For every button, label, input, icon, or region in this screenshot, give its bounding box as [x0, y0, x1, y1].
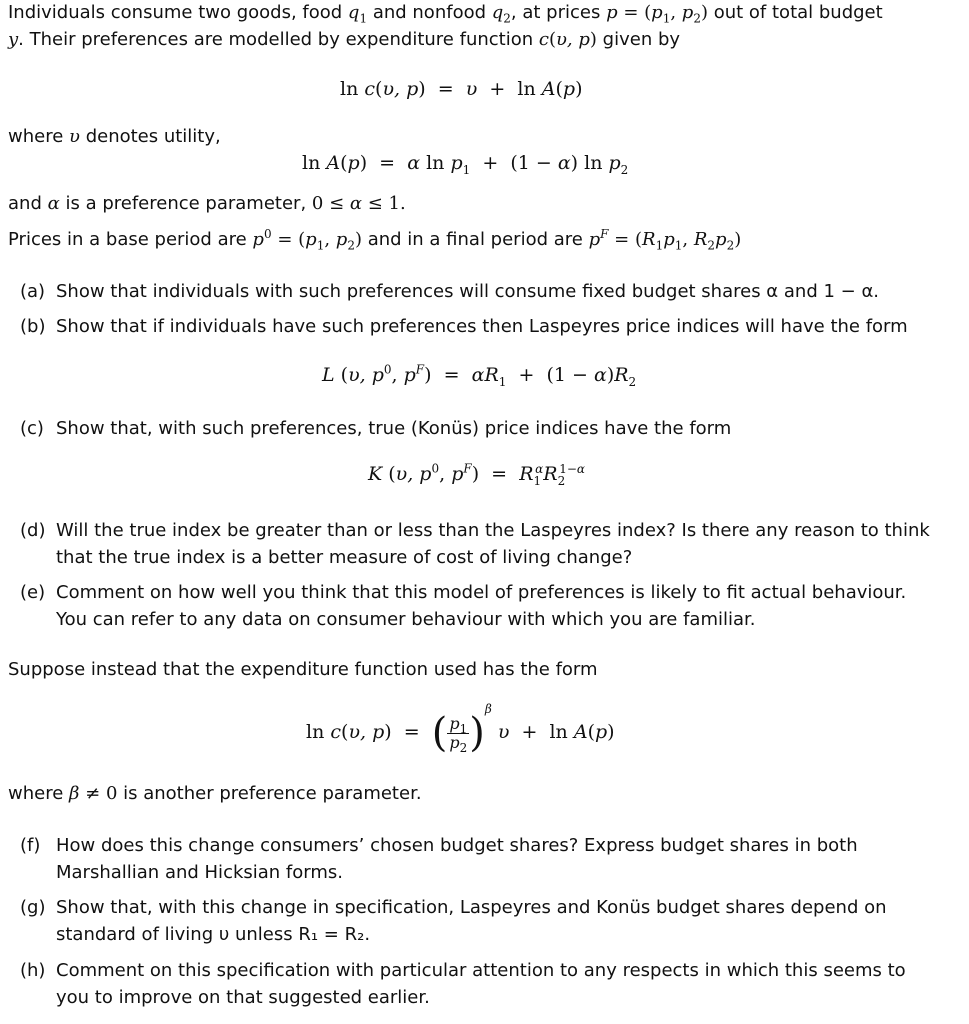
question-e: (e) Comment on how well you think that this model of preferences is likely to fit actual behaviour. You can refer to any data on consumer behaviour with which you are familiar.: [20, 582, 907, 630]
question-b: (b) Show that if individuals have such preferences then Laspeyres price indices will have the form: [20, 316, 908, 337]
equation-laspeyres: L (υ, $p^0$, $p^F) = \alpha R_1 + (1 - \alpha)R_2$: [322, 362, 637, 389]
equation-expenditure: ln c(υ, p) = υ + ln A(p): [340, 78, 583, 100]
equation-konus: K (υ, $p^0$, $p^F) = R_1^\alpha R_2^{1-\alpha}$: [368, 461, 586, 488]
question-g: (g) Show that, with this change in specification, Laspeyres and Konüs budget shares depend on standard of living υ unless R₁ = R₂.: [20, 897, 887, 945]
question-c: (c) Show that, with such preferences, true (Konüs) price indices have the form: [20, 418, 732, 439]
suppose-line: Suppose instead that the expenditure function used has the form: [8, 659, 598, 680]
question-d: (d) Will the true index be greater than or less than the Laspeyres index? Is there any reason to think that the true index is a better measure of cost of living change?: [20, 520, 930, 568]
equation-ln-a: ln A(p) = α $\ln p_1 + (1 - \alpha)$ $\ln p_2$: [302, 152, 629, 177]
question-a: (a) Show that individuals with such preferences will consume fixed budget shares α and 1 − α.: [20, 281, 880, 302]
prices-line: Prices in a base period are $p^0 = (p_1$, $p_2$) and in a final period are $p^F = (R_1p_1$, $R_2p_2$): [8, 227, 742, 253]
intro-line-1: Individuals consume two goods, food $q_1$ and nonfood $q_2$, at prices $p = (p_1$, $p_2$) out of total budget: [8, 2, 883, 26]
where-beta-line: where β ≠ 0 is another preference parameter.: [8, 783, 422, 804]
where-utility-line: where υ denotes utility,: [8, 126, 221, 147]
question-f: (f) How does this change consumers’ chosen budget shares? Express budget shares in both Marshallian and Hicksian forms.: [20, 835, 858, 883]
equation-beta: ln c(υ, p) = ( $\frac{p_1}{p_2}$ )$^\beta$ υ + ln A(p): [306, 701, 615, 756]
alpha-parameter-line: and α is a preference parameter, 0 ≤ α ≤ 1.: [8, 193, 406, 214]
question-h: (h) Comment on this specification with particular attention to any respects in which this seems to you to improve on that suggested earlier.: [20, 960, 906, 1008]
intro-line-2: y. Their preferences are modelled by expenditure function c(υ, p) given by: [8, 29, 681, 50]
